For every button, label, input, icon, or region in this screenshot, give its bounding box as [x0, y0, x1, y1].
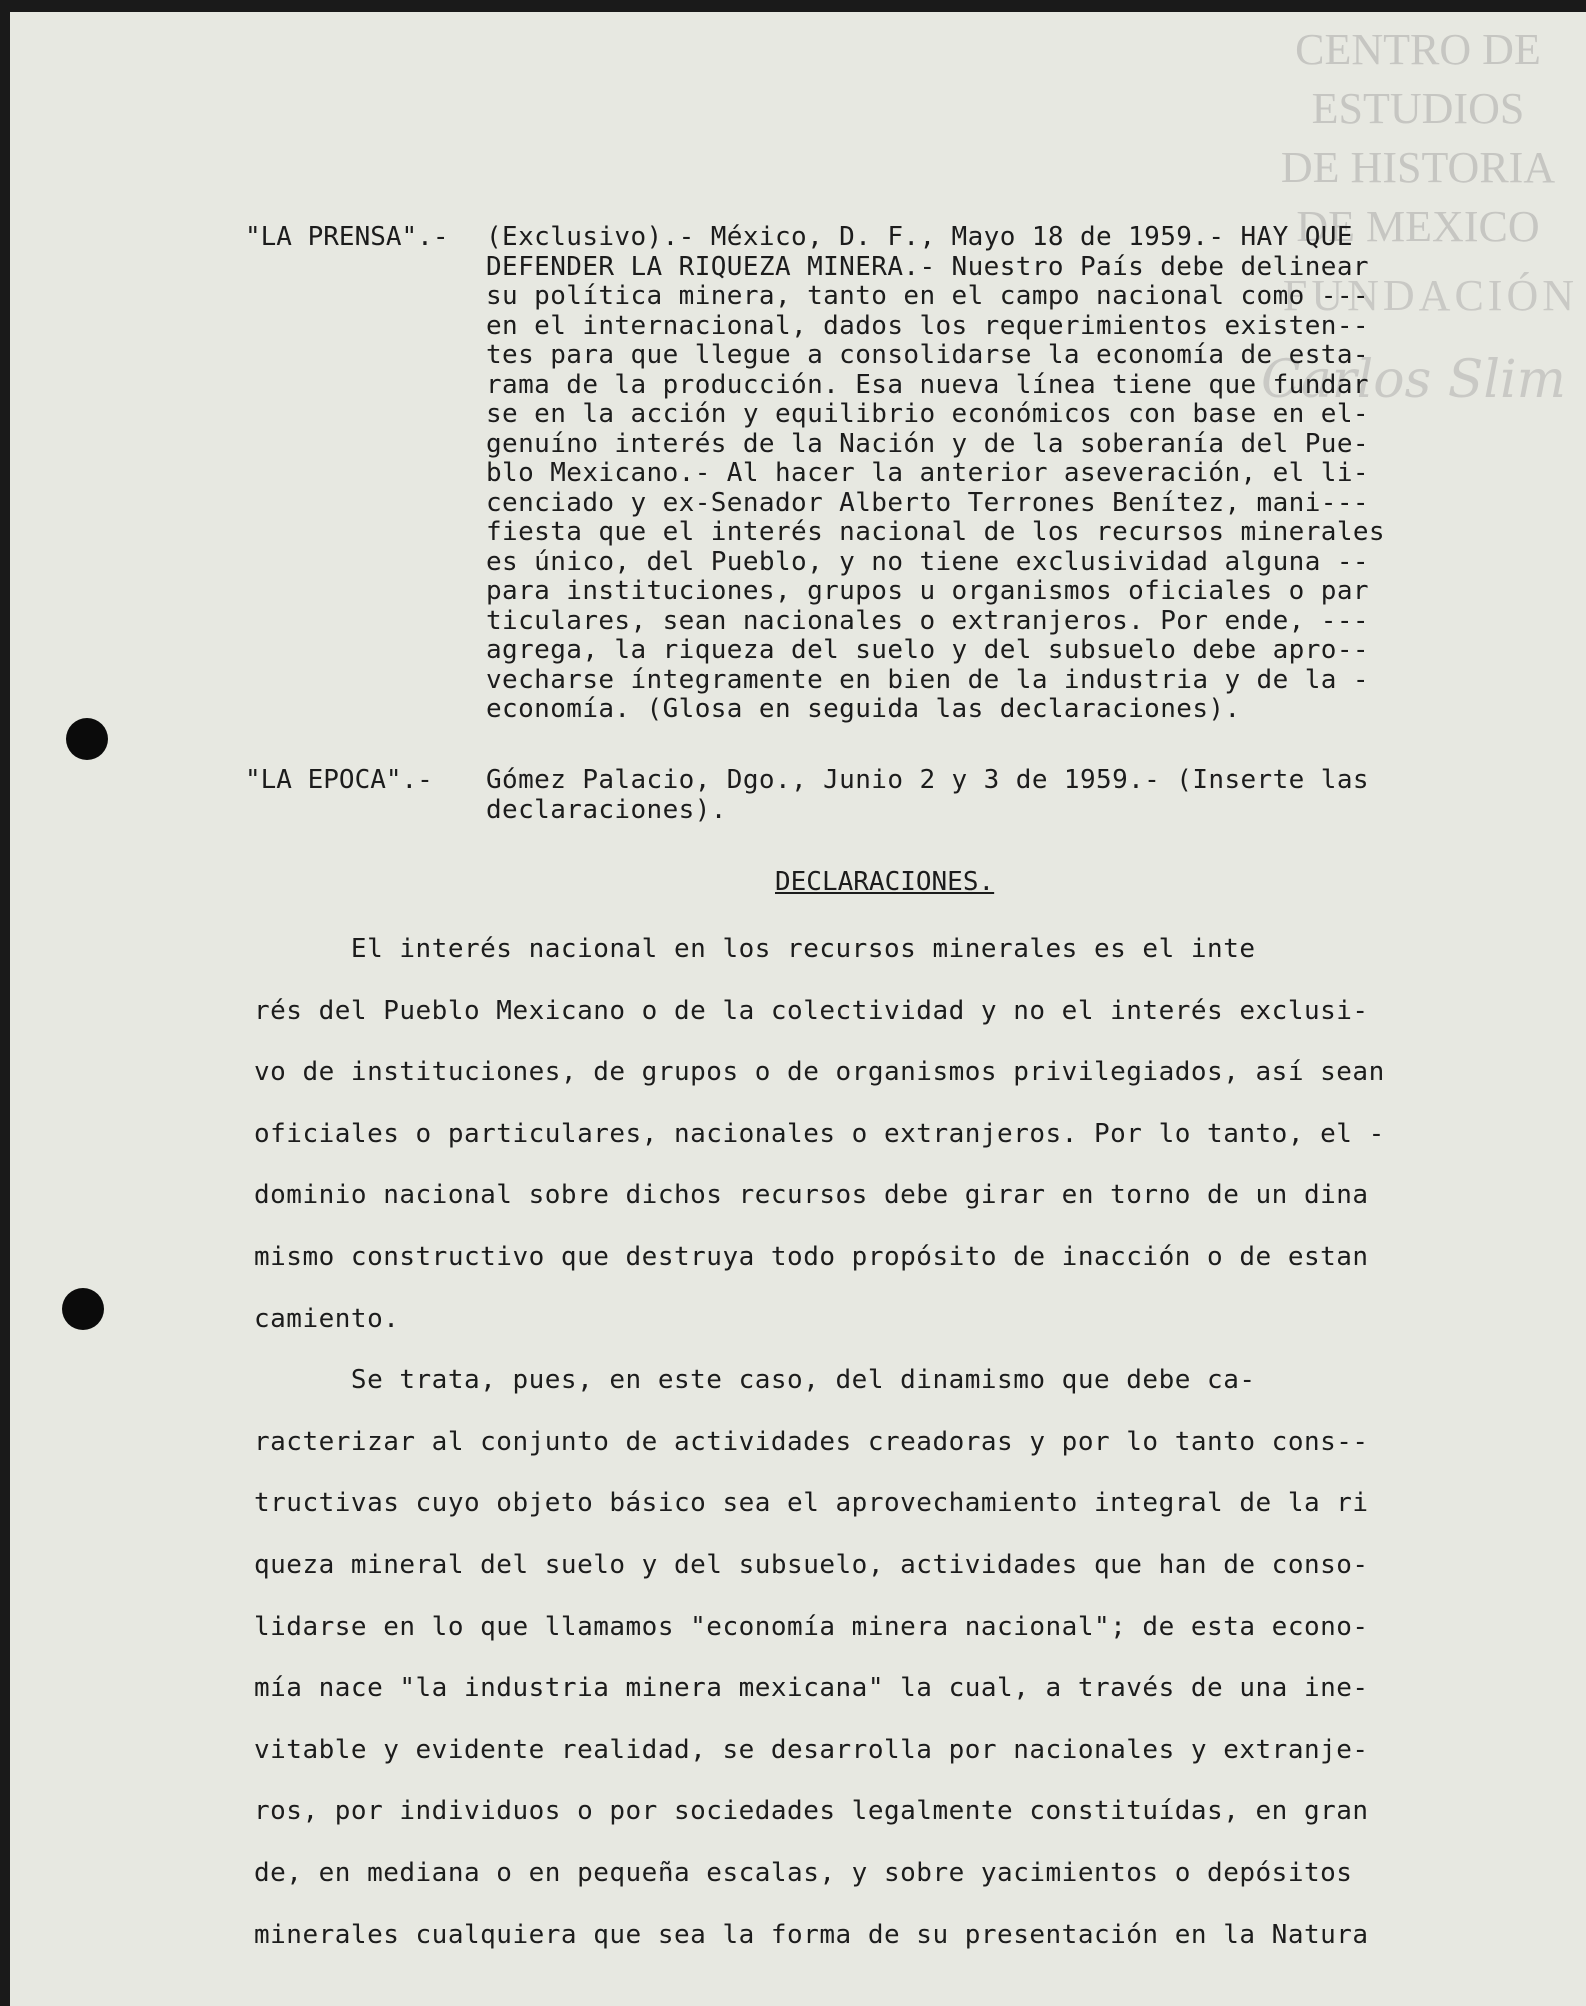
entry-line: ticulares, sean nacionales o extranjeros. Por ende, ---: [486, 605, 1369, 636]
entry-line: DEFENDER LA RIQUEZA MINERA.- Nuestro País debe delinear: [486, 251, 1369, 282]
body-line: oficiales o particulares, nacionales o extranjeros. Por lo tanto, el -: [254, 1118, 1385, 1149]
entry-line: su política minera, tanto en el campo nacional como ---: [486, 281, 1369, 311]
entry-line: agrega, la riqueza del suelo y del subsuelo debe apro--: [486, 635, 1369, 665]
watermark-line: CENTRO DE: [1295, 25, 1541, 74]
entry-line: genuíno interés de la Nación y de la soberanía del Pue-: [486, 428, 1369, 459]
body-line: minerales cualquiera que sea la forma de su presentación en la Natura: [254, 1919, 1369, 1950]
body-line: camiento.: [254, 1303, 400, 1334]
entry-line: tes para que llegue a consolidarse la economía de esta-: [486, 340, 1369, 370]
entry-line: blo Mexicano.- Al hacer la anterior aseveración, el li-: [486, 458, 1369, 488]
entry-line: fiesta que el interés nacional de los recursos minerales: [486, 517, 1385, 547]
body-line: tructivas cuyo objeto básico sea el aprovechamiento integral de la ri: [254, 1488, 1369, 1519]
entry-line: para instituciones, grupos u organismos oficiales o par: [486, 576, 1369, 606]
watermark-line: DE HISTORIA: [1280, 143, 1556, 192]
punch-hole: [62, 1288, 104, 1330]
entry-line: economía. (Glosa en seguida las declaraciones).: [486, 694, 1241, 724]
body-line: dominio nacional sobre dichos recursos debe girar en torno de un dina: [254, 1180, 1369, 1211]
entry-line: rama de la producción. Esa nueva línea tiene que fundar: [486, 369, 1369, 400]
body-line: mía nace "la industria minera mexicana" la cual, a través de una ine-: [254, 1673, 1369, 1704]
body-line: queza mineral del suelo y del subsuelo, actividades que han de conso-: [254, 1549, 1369, 1580]
punch-hole: [66, 718, 108, 760]
entry-line: es único, del Pueblo, y no tiene exclusividad alguna --: [486, 546, 1369, 577]
entry-line: cenciado y ex-Senador Alberto Terrones Benítez, mani---: [486, 487, 1369, 518]
watermark-org: FUNDACIÓN: [1282, 271, 1578, 320]
entry-line: vecharse íntegramente en bien de la industria y de la -: [486, 664, 1369, 695]
entry-line: (Exclusivo).- México, D. F., Mayo 18 de 1959.- HAY QUE: [486, 222, 1353, 252]
body-line: mismo constructivo que destruya todo propósito de inacción o de estan: [254, 1241, 1369, 1272]
entry-text-la-epoca: [486, 766, 1369, 825]
entry-text-la-prensa: [486, 223, 1385, 725]
entry-source-la-prensa: "LA PRENSA".-: [245, 222, 449, 252]
body-line: lidarse en lo que llamamos "economía minera nacional"; de esta econo-: [254, 1611, 1369, 1642]
declaration-body: [254, 919, 1554, 1966]
body-line: vitable y evidente realidad, se desarrolla por nacionales y extranje-: [254, 1734, 1369, 1765]
watermark-line: DE MEXICO: [1296, 202, 1540, 251]
body-line: El interés nacional en los recursos minerales es el inte: [254, 934, 1256, 964]
document-page: [10, 12, 1586, 2006]
entry-source-la-epoca: "LA EPOCA".-: [245, 765, 433, 795]
body-line: vo de instituciones, de grupos o de organismos privilegiados, así sean: [254, 1057, 1385, 1088]
entry-line: declaraciones).: [486, 794, 727, 825]
body-line: de, en mediana o en pequeña escalas, y sobre yacimientos o depósitos: [254, 1857, 1353, 1888]
watermark-signature: Carlos Slim: [1261, 350, 1566, 410]
entry-line: en el internacional, dados los requerimientos existen--: [486, 310, 1369, 341]
archive-watermark: [1258, 20, 1578, 256]
watermark-line: ESTUDIOS: [1311, 84, 1525, 133]
body-line: ros, por individuos o por sociedades legalmente constituídas, en gran: [254, 1796, 1369, 1827]
body-line: rés del Pueblo Mexicano o de la colectividad y no el interés exclusi-: [254, 995, 1369, 1026]
section-heading: DECLARACIONES.: [775, 867, 995, 897]
entry-line: Gómez Palacio, Dgo., Junio 2 y 3 de 1959.- (Inserte las: [486, 765, 1369, 795]
body-line: racterizar al conjunto de actividades creadoras y por lo tanto cons--: [254, 1426, 1369, 1457]
entry-line: se en la acción y equilibrio económicos con base en el-: [486, 399, 1369, 429]
body-line: Se trata, pues, en este caso, del dinamismo que debe ca-: [254, 1365, 1256, 1396]
